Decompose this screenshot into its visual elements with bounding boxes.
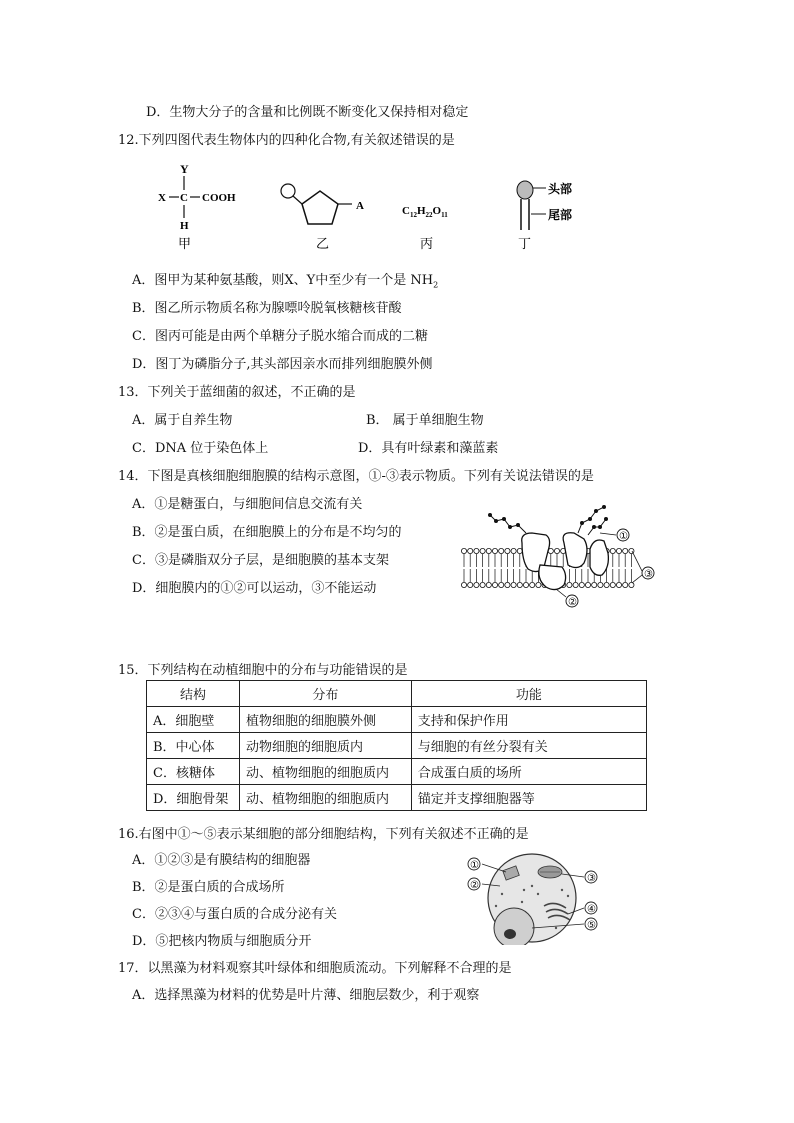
bing-h: H xyxy=(416,205,426,217)
table-cell: 与细胞的有丝分裂有关 xyxy=(411,733,646,759)
q16-fig-marker-2: ② xyxy=(470,880,479,891)
yi-label: 乙 xyxy=(316,236,330,251)
q14-option-a: A．①是糖蛋白，与细胞间信息交流有关 xyxy=(132,497,363,512)
q12-option-a: A．图甲为某种氨基酸，则X、Y中至少有一个是 $NH_2$ xyxy=(132,273,439,290)
table-cell: A．细胞壁 xyxy=(147,707,240,733)
bing-label: 丙 xyxy=(420,236,434,251)
q12-option-b: B．图乙所示物质名称为腺嘌呤脱氧核糖核苷酸 xyxy=(132,301,402,316)
table-row xyxy=(147,733,647,759)
q16-fig-marker-4: ④ xyxy=(587,904,596,915)
q14-option-b: B．②是蛋白质，在细胞膜上的分布是不均匀的 xyxy=(132,525,402,540)
svg-text:C12H22O11 xyxy=(402,205,448,219)
bing-s2: 22 xyxy=(425,211,433,219)
q15-stem: 15．下列结构在动植细胞中的分布与功能错误的是 xyxy=(118,663,408,678)
q16-option-d: D．⑤把核内物质与细胞质分开 xyxy=(132,934,312,949)
q13-option-b: B． 属于单细胞生物 xyxy=(366,413,484,428)
bing-c: C xyxy=(402,205,410,217)
q15-header-structure: 结构 xyxy=(147,681,240,707)
q12-fig-yi xyxy=(281,184,364,251)
table-cell: 动物细胞的细胞质内 xyxy=(239,733,411,759)
bing-s3: 11 xyxy=(441,211,448,219)
q17-stem: 17．以黑藻为材料观察其叶绿体和细胞质流动。下列解释不合理的是 xyxy=(118,961,512,976)
yi-a: A xyxy=(356,200,364,212)
q14-fig-marker-1: ① xyxy=(619,531,628,542)
table-cell: C．核糖体 xyxy=(147,759,240,785)
jia-x: X xyxy=(158,192,166,204)
q15-table xyxy=(146,680,647,811)
q16-option-a: A．①②③是有膜结构的细胞器 xyxy=(132,853,311,868)
q16-stem: 16.右图中①～⑤表示某细胞的部分细胞结构，下列有关叙述不正确的是 xyxy=(118,827,529,842)
q11-option-d: D．生物大分子的含量和比例既不断变化又保持相对稳定 xyxy=(146,105,469,120)
q14-option-c: C．③是磷脂双分子层，是细胞膜的基本支架 xyxy=(132,553,389,568)
table-cell: 支持和保护作用 xyxy=(411,707,646,733)
bing-s1: 12 xyxy=(409,211,417,219)
table-cell: 植物细胞的细胞膜外侧 xyxy=(239,707,411,733)
q12-figure xyxy=(150,158,600,258)
q16-option-c: C．②③④与蛋白质的合成分泌有关 xyxy=(132,907,337,922)
jia-y: Y xyxy=(180,162,189,176)
q15-header-function: 功能 xyxy=(411,681,646,707)
table-row xyxy=(147,707,647,733)
bing-o: O xyxy=(432,205,442,217)
q16-fig-marker-5: ⑤ xyxy=(587,920,596,931)
table-cell: 动、植物细胞的细胞质内 xyxy=(239,759,411,785)
q12-option-d: D．图丁为磷脂分子,其头部因亲水而排列细胞膜外侧 xyxy=(132,357,433,372)
q13-option-c: C．DNA 位于染色体上 xyxy=(132,441,269,456)
jia-h: H xyxy=(180,220,189,232)
table-row xyxy=(147,759,647,785)
q13-option-a: A．属于自养生物 xyxy=(132,413,233,428)
q15-table-header xyxy=(147,681,647,707)
table-cell: 锚定并支撑细胞器等 xyxy=(411,785,646,811)
q13-stem: 13．下列关于蓝细菌的叙述，不正确的是 xyxy=(118,385,356,400)
q16-option-b: B．②是蛋白质的合成场所 xyxy=(132,880,285,895)
jia-c: C xyxy=(180,192,188,204)
ding-tail: 尾部 xyxy=(548,208,573,222)
q14-membrane-figure xyxy=(460,505,660,610)
q17-option-a: A．选择黑藻为材料的优势是叶片薄、细胞层数少，利于观察 xyxy=(132,988,480,1003)
table-cell: 动、植物细胞的细胞质内 xyxy=(239,785,411,811)
table-cell: B．中心体 xyxy=(147,733,240,759)
q16-fig-marker-3: ③ xyxy=(587,873,596,884)
ding-label: 丁 xyxy=(518,236,532,251)
jia-label: 甲 xyxy=(178,236,192,251)
q12-fig-bing xyxy=(402,205,448,251)
table-cell: D．细胞骨架 xyxy=(147,785,240,811)
q16-cell-figure xyxy=(462,850,612,945)
jia-cooh: COOH xyxy=(202,192,236,204)
q12-fig-jia xyxy=(158,162,236,251)
ding-head: 头部 xyxy=(548,182,573,196)
q14-fig-marker-3: ③ xyxy=(644,569,653,580)
q12-fig-ding xyxy=(517,181,572,251)
table-row xyxy=(147,785,647,811)
q14-fig-marker-2: ② xyxy=(568,597,577,608)
q14-option-d: D．细胞膜内的①②可以运动，③不能运动 xyxy=(132,581,377,596)
q14-stem: 14．下图是真核细胞细胞膜的结构示意图，①-③表示物质。下列有关说法错误的是 xyxy=(118,469,594,484)
q12-option-c: C．图丙可能是由两个单糖分子脱水缩合而成的二糖 xyxy=(132,329,428,344)
q12-stem: 12.下列四图代表生物体内的四种化合物,有关叙述错误的是 xyxy=(118,133,455,148)
table-cell: 合成蛋白质的场所 xyxy=(411,759,646,785)
q13-option-d: D．具有叶绿素和藻蓝素 xyxy=(358,441,499,456)
q15-header-distribution: 分布 xyxy=(239,681,411,707)
q16-fig-marker-1: ① xyxy=(470,860,479,871)
